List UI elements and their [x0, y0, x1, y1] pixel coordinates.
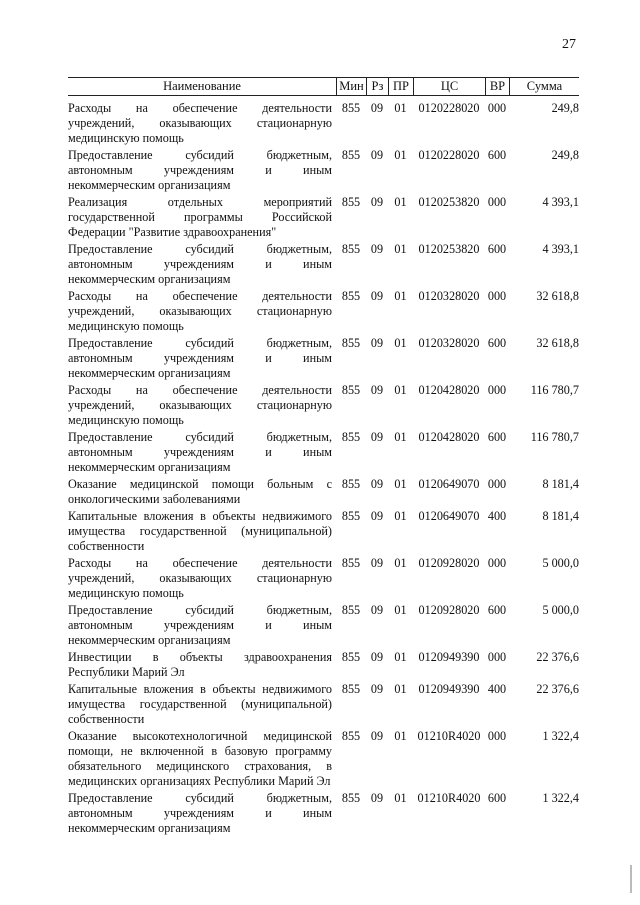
row-min: 855	[341, 682, 361, 696]
row-name: Расходы на обеспечение деятельности учреждений, оказывающих стационарную медицинскую помощь	[68, 556, 332, 600]
row-cs: 01210R4020	[417, 729, 481, 743]
row-cs: 0120328020	[418, 289, 480, 303]
row-min: 855	[341, 603, 361, 617]
row-min: 855	[341, 556, 361, 570]
row-sum: 4 393,1	[542, 242, 579, 256]
row-cs: 0120253820	[418, 242, 480, 256]
row-name: Расходы на обеспечение деятельности учреждений, оказывающих стационарную медицинскую помощь	[68, 289, 332, 333]
row-name: Предоставление субсидий бюджетным, автономным учреждениям и иным некоммерческим организациям	[68, 336, 332, 380]
row-name: Расходы на обеспечение деятельности учреждений, оказывающих стационарную медицинскую помощь	[68, 383, 332, 427]
header-vr: ВР	[485, 78, 509, 95]
row-pr: 01	[394, 729, 407, 743]
table-row	[68, 289, 579, 334]
budget-table	[68, 77, 579, 838]
table-row	[68, 556, 579, 601]
row-name: Предоставление субсидий бюджетным, автономным учреждениям и иным некоммерческим организациям	[68, 603, 332, 647]
row-min: 855	[341, 430, 361, 444]
row-cs: 0120228020	[418, 101, 480, 115]
row-name: Предоставление субсидий бюджетным, автономным учреждениям и иным некоммерческим организациям	[68, 148, 332, 192]
row-vr: 400	[487, 682, 507, 696]
row-name: Предоставление субсидий бюджетным, автономным учреждениям и иным некоммерческим организациям	[68, 791, 332, 835]
row-sum: 32 618,8	[536, 289, 579, 303]
row-cs: 0120649070	[418, 509, 480, 523]
row-name: Оказание медицинской помощи больным с онкологическими заболеваниями	[68, 477, 332, 506]
row-sum: 22 376,6	[536, 682, 579, 696]
row-cs: 0120328020	[418, 336, 480, 350]
row-cs: 01210R4020	[417, 791, 481, 805]
row-name: Инвестиции в объекты здравоохранения Республики Марий Эл	[68, 650, 332, 679]
row-min: 855	[341, 195, 361, 209]
row-min: 855	[341, 242, 361, 256]
row-name: Капитальные вложения в объекты недвижимого имущества государственной (муниципальной) собственности	[68, 682, 332, 726]
table-row	[68, 383, 579, 428]
table-row	[68, 729, 579, 789]
table-body	[68, 101, 579, 836]
row-rz: 09	[370, 556, 384, 570]
page-number: 27	[562, 37, 576, 52]
row-vr: 600	[487, 336, 507, 350]
header-sum: Сумма	[509, 78, 579, 95]
row-pr: 01	[394, 603, 407, 617]
table-row	[68, 336, 579, 381]
row-sum: 4 393,1	[542, 195, 579, 209]
row-vr: 600	[487, 791, 507, 805]
row-name: Предоставление субсидий бюджетным, автономным учреждениям и иным некоммерческим организациям	[68, 430, 332, 474]
row-rz: 09	[370, 682, 384, 696]
row-pr: 01	[394, 148, 407, 162]
row-name: Предоставление субсидий бюджетным, автономным учреждениям и иным некоммерческим организациям	[68, 242, 332, 286]
header-name: Наименование	[163, 79, 241, 93]
table-row	[68, 242, 579, 287]
row-sum: 249,8	[551, 101, 579, 115]
row-min: 855	[341, 336, 361, 350]
row-vr: 000	[487, 289, 507, 303]
row-min: 855	[341, 101, 361, 115]
row-sum: 8 181,4	[542, 477, 579, 491]
row-vr: 600	[487, 603, 507, 617]
row-sum: 32 618,8	[536, 336, 579, 350]
table-header	[68, 77, 579, 96]
table-row	[68, 477, 579, 507]
table-row	[68, 509, 579, 554]
row-cs: 0120949390	[418, 650, 480, 664]
row-cs: 0120428020	[418, 430, 480, 444]
header-rz: Рз	[366, 78, 388, 95]
row-rz: 09	[370, 195, 384, 209]
row-cs: 0120649070	[418, 477, 480, 491]
row-rz: 09	[370, 336, 384, 350]
row-min: 855	[341, 650, 361, 664]
row-min: 855	[341, 791, 361, 805]
table-row	[68, 650, 579, 680]
row-name: Оказание высокотехнологичной медицинской помощи, не включенной в базовую программу обязательного медицинского страхования, в медицинских организациях Республики Марий Эл	[68, 729, 332, 788]
row-vr: 000	[487, 650, 507, 664]
row-rz: 09	[370, 650, 384, 664]
header-cs: ЦС	[413, 78, 485, 95]
row-sum: 1 322,4	[542, 729, 579, 743]
row-rz: 09	[370, 791, 384, 805]
row-min: 855	[341, 148, 361, 162]
table-row	[68, 791, 579, 836]
row-vr: 000	[487, 477, 507, 491]
row-sum: 1 322,4	[542, 791, 579, 805]
row-name: Расходы на обеспечение деятельности учреждений, оказывающих стационарную медицинскую помощь	[68, 101, 332, 145]
header-pr: ПР	[388, 78, 413, 95]
row-min: 855	[341, 383, 361, 397]
table-row	[68, 603, 579, 648]
row-rz: 09	[370, 603, 384, 617]
row-sum: 5 000,0	[542, 556, 579, 570]
row-vr: 000	[487, 101, 507, 115]
row-vr: 400	[487, 509, 507, 523]
scan-edge-mark	[630, 865, 632, 893]
row-pr: 01	[394, 195, 407, 209]
row-pr: 01	[394, 477, 407, 491]
row-sum: 249,8	[551, 148, 579, 162]
row-min: 855	[341, 289, 361, 303]
row-rz: 09	[370, 509, 384, 523]
row-rz: 09	[370, 101, 384, 115]
row-rz: 09	[370, 242, 384, 256]
table-row	[68, 101, 579, 146]
row-vr: 000	[487, 195, 507, 209]
row-pr: 01	[394, 289, 407, 303]
row-cs: 0120228020	[418, 148, 480, 162]
row-name: Капитальные вложения в объекты недвижимого имущества государственной (муниципальной) собственности	[68, 509, 332, 553]
row-min: 855	[341, 509, 361, 523]
row-vr: 000	[487, 556, 507, 570]
row-rz: 09	[370, 289, 384, 303]
row-min: 855	[341, 477, 361, 491]
row-pr: 01	[394, 682, 407, 696]
row-pr: 01	[394, 791, 407, 805]
row-pr: 01	[394, 336, 407, 350]
row-cs: 0120949390	[418, 682, 480, 696]
row-pr: 01	[394, 650, 407, 664]
row-cs: 0120253820	[418, 195, 480, 209]
row-name: Реализация отдельных мероприятий государственной программы Российской Федерации "Развитие здравоохранения"	[68, 195, 332, 239]
row-pr: 01	[394, 556, 407, 570]
row-cs: 0120428020	[418, 383, 480, 397]
header-min: Мин	[336, 78, 366, 95]
row-cs: 0120928020	[418, 556, 480, 570]
row-rz: 09	[370, 430, 384, 444]
row-pr: 01	[394, 101, 407, 115]
row-sum: 116 780,7	[530, 383, 579, 397]
table-row	[68, 148, 579, 193]
row-rz: 09	[370, 148, 384, 162]
row-vr: 000	[487, 383, 507, 397]
row-pr: 01	[394, 430, 407, 444]
row-cs: 0120928020	[418, 603, 480, 617]
row-rz: 09	[370, 477, 384, 491]
table-row	[68, 682, 579, 727]
row-sum: 5 000,0	[542, 603, 579, 617]
row-sum: 8 181,4	[542, 509, 579, 523]
row-pr: 01	[394, 383, 407, 397]
row-rz: 09	[370, 383, 384, 397]
row-pr: 01	[394, 242, 407, 256]
row-pr: 01	[394, 509, 407, 523]
row-rz: 09	[370, 729, 384, 743]
table-row	[68, 195, 579, 240]
row-vr: 600	[487, 430, 507, 444]
row-sum: 116 780,7	[530, 430, 579, 444]
row-vr: 600	[487, 148, 507, 162]
table-row	[68, 430, 579, 475]
row-sum: 22 376,6	[536, 650, 579, 664]
row-vr: 000	[487, 729, 507, 743]
row-vr: 600	[487, 242, 507, 256]
row-min: 855	[341, 729, 361, 743]
